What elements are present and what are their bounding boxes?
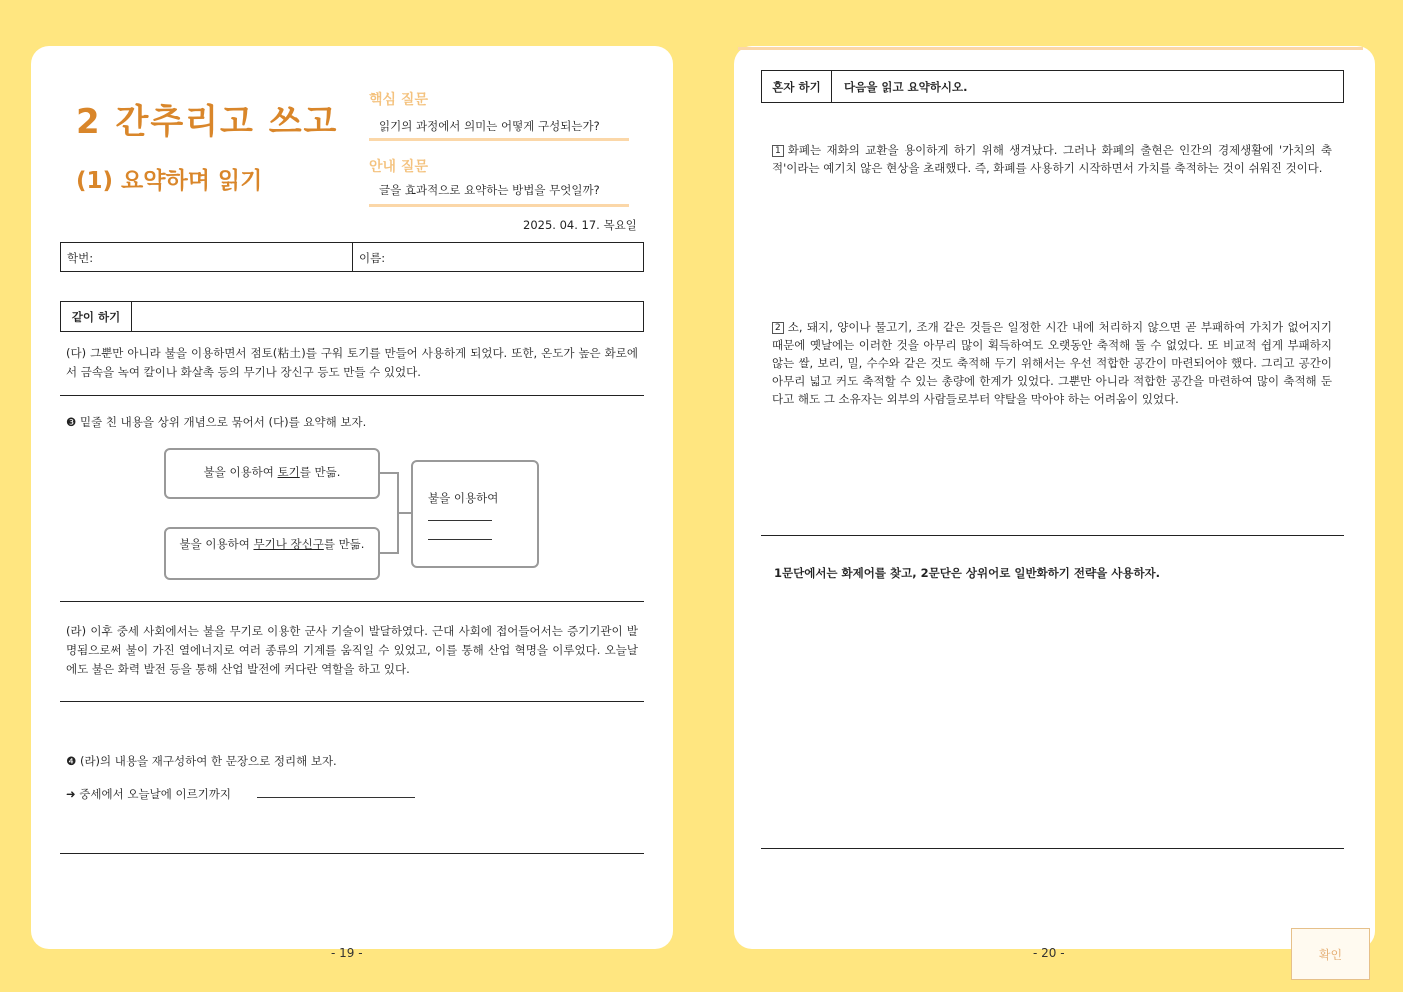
blank-line-1[interactable] xyxy=(428,519,492,521)
right-page xyxy=(734,46,1375,949)
paragraph-da: (다) 그뿐만 아니라 불을 이용하면서 점토(粘土)를 구워 토기를 만들어 사용하게 되었다. 또한, 온도가 높은 화로에서 금속을 녹여 칼이나 화살촉 등의 무기나 장신구 등도 만들 수 있었다. xyxy=(66,346,638,379)
divider xyxy=(60,701,644,702)
paragraph-ra: (라) 이후 중세 사회에서는 불을 무기로 이용한 군사 기술이 발달하였다. 근대 사회에 접어들어서는 증기기관이 발명됨으로써 불이 가진 열에너지로 여러 종류의 기계를 움직일 수 있었고, 이를 통해 산업 혁명을 이루었다. 오늘날에도 불은 화력 발전 등을 통해 산업 발전에 커다란 역할을 하고 있다. xyxy=(66,624,638,676)
blank-line-2[interactable] xyxy=(428,538,492,540)
page-number-left: - 19 - xyxy=(331,946,363,960)
divider xyxy=(761,535,1344,536)
divider xyxy=(60,395,644,396)
diagram-box-pottery: 불을 이용하여 토기를 만듦. xyxy=(164,448,380,499)
right-paragraph-2: 2 소, 돼지, 양이나 물고기, 조개 같은 것들은 일정한 시간 내에 처리하지 않으면 곧 부패하여 가치가 없어지기 때문에 옛날에는 이러한 것을 아무리 많이 획득하여도 오랫동안 축적해 둘 수 없었다. 또 비교적 쉽게 부패하지 않는 쌀, 보리, 밀, 수수와 같은 것도 축적해 두기 위해서는 우선 적합한 공간이 마련되어야 했다. 그리고 공간이 아무리 넓고 커도 축적할 수 있는 총량에 한계가 있었다. 그뿐만 아니라 적합한 공간을 마련하여 많이 축적해 둔다고 해도 그 소유자는 외부의 사람들로부터 약탈을 막아야 하는 어려움이 있었다. xyxy=(772,320,1332,406)
right-paragraph-1: 1 화폐는 재화의 교환을 용이하게 하기 위해 생겨났다. 그러나 화폐의 출현은 인간의 경제생활에 '가치의 축적'이라는 예기치 않은 현상을 초래했다. 즉, 화폐를 사용하기 시작하면서 가치를 축적하는 것이 쉬워진 것이다. xyxy=(772,143,1332,175)
guide-question-label: 안내 질문 xyxy=(369,159,428,175)
guide-question-text: 글을 효과적으로 요약하는 방법을 무엇일까? xyxy=(379,183,600,197)
guide-question-underline xyxy=(369,204,629,207)
divider xyxy=(60,601,644,602)
answer-blank-line[interactable] xyxy=(257,797,415,798)
together-label: 같이 하기 xyxy=(61,302,132,331)
diagram-connector xyxy=(380,466,412,566)
divider xyxy=(761,848,1344,849)
paragraph-number-1: 1 xyxy=(772,145,784,157)
question-4: ❹ (라)의 내용을 재구성하여 한 문장으로 정리해 보자. xyxy=(66,754,337,768)
student-id-field[interactable]: 학번: xyxy=(61,243,353,271)
confirm-button[interactable]: 확인 xyxy=(1291,928,1370,980)
question-4-answer-prefix: ➜ 중세에서 오늘날에 이르기까지 xyxy=(66,787,232,801)
diagram-box-weapons: 불을 이용하여 무기나 장신구를 만듦. xyxy=(164,527,380,580)
alone-label: 혼자 하기 xyxy=(762,71,832,102)
alone-header xyxy=(761,70,1344,103)
diagram-box-summary: 불을 이용하여 xyxy=(411,460,539,568)
top-accent-line xyxy=(738,47,1363,50)
core-question-text: 읽기의 과정에서 의미는 어떻게 구성되는가? xyxy=(379,119,600,133)
student-info-box xyxy=(60,242,644,272)
together-header xyxy=(60,301,644,332)
unit-title: 2 간추리고 쓰고 xyxy=(76,102,339,142)
divider xyxy=(60,853,644,854)
left-page xyxy=(31,46,673,949)
page-number-right: - 20 - xyxy=(1033,946,1065,960)
alone-instruction: 다음을 읽고 요약하시오. xyxy=(844,80,968,94)
core-question-underline xyxy=(369,138,629,141)
question-3: ❸ 밑줄 친 내용을 상위 개념으로 묶어서 (다)를 요약해 보자. xyxy=(66,415,367,429)
paragraph-number-2: 2 xyxy=(772,322,784,334)
core-question-label: 핵심 질문 xyxy=(369,92,428,108)
strategy-hint: 1문단에서는 화제어를 찾고, 2문단은 상위어로 일반화하기 전략을 사용하자. xyxy=(774,566,1161,580)
date: 2025. 04. 17. 목요일 xyxy=(523,218,637,232)
section-title: (1) 요약하며 읽기 xyxy=(76,168,263,194)
name-field[interactable]: 이름: xyxy=(359,251,386,265)
